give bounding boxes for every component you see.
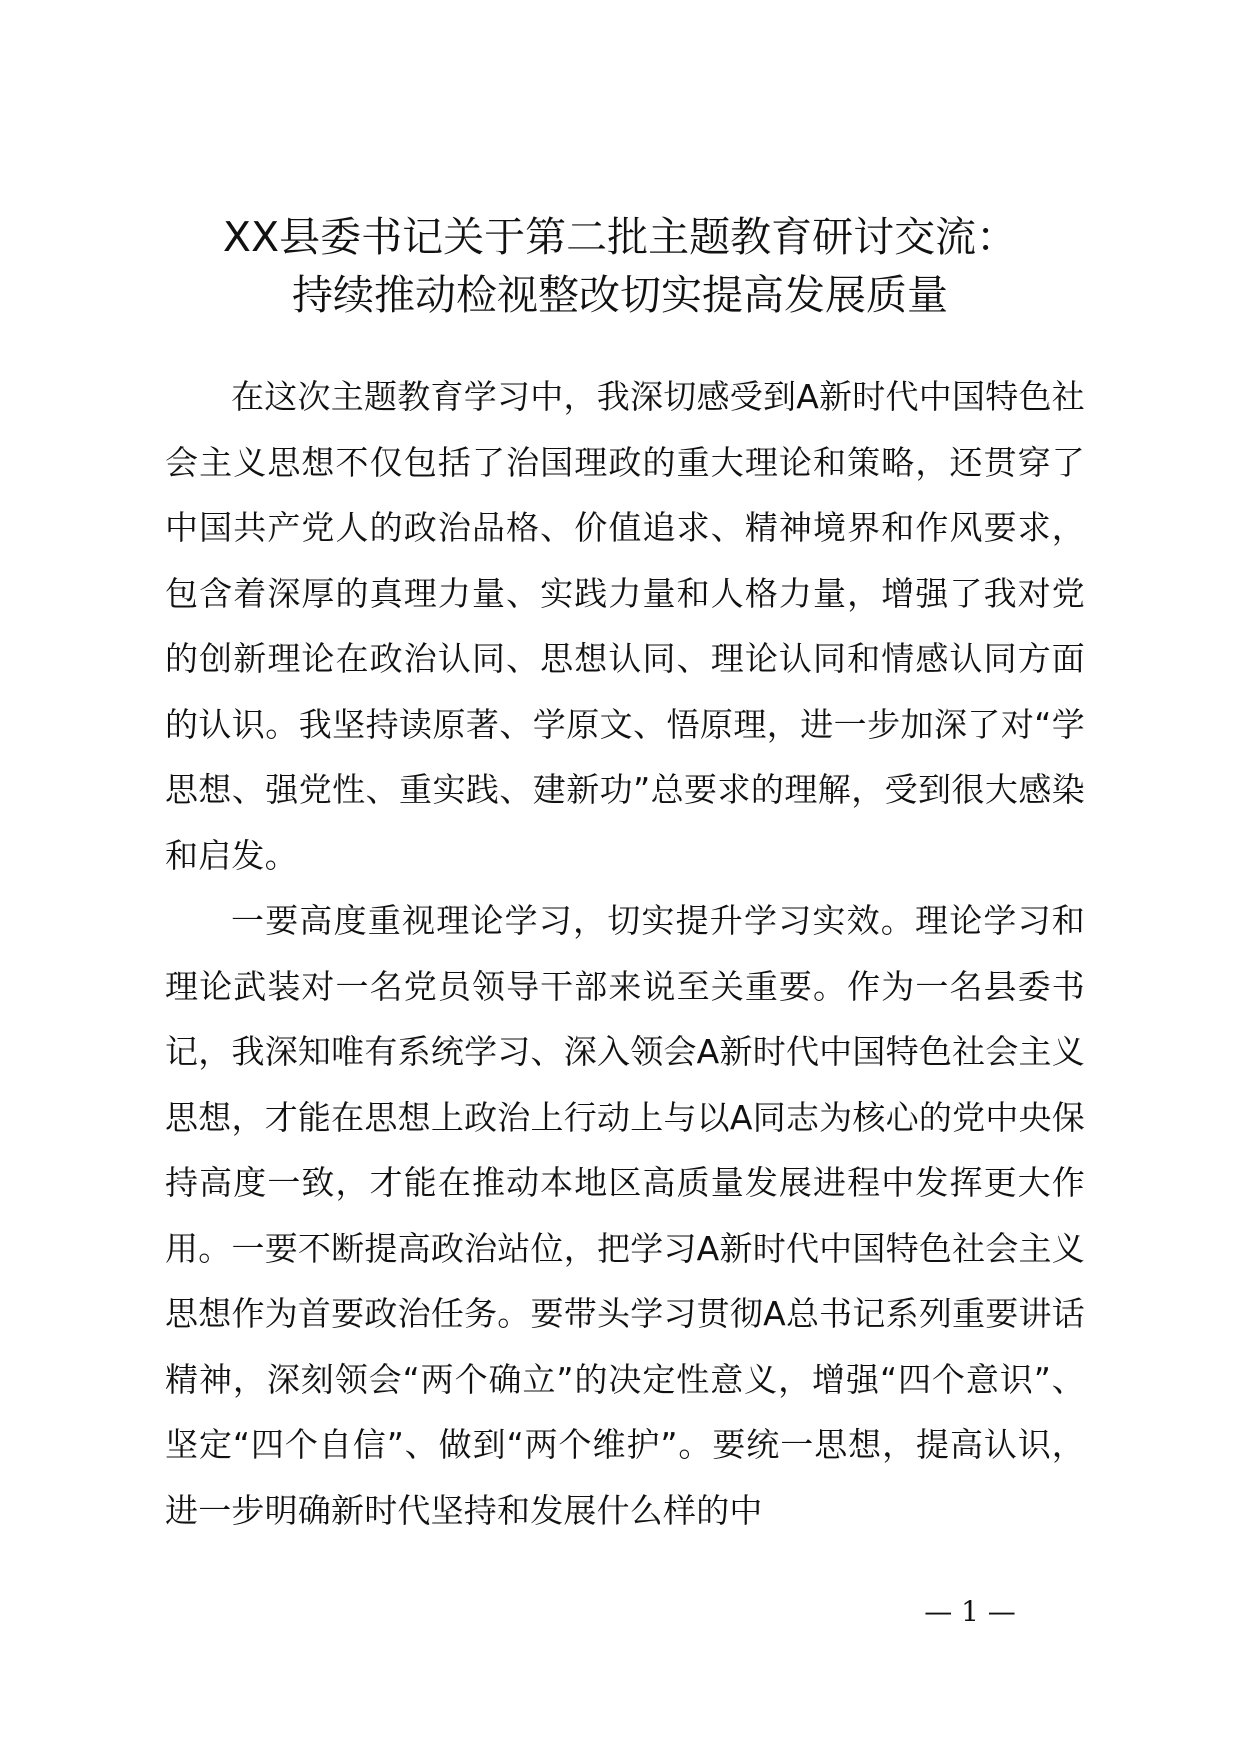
paragraph-2: 一要高度重视理论学习，切实提升学习实效。理论学习和理论武装对一名党员领导干部来说至关重要。作为一名县委书记，我深知唯有系统学习、深入领会A新时代中国特色社会主义思想，才能在思想上政治上行动上与以A同志为核心的党中央保持高度一致，才能在推动本地区高质量发展进程中发挥更大作用。一要不断提高政治站位，把学习A新时代中国特色社会主义思想作为首要政治任务。要带头学习贯彻A总书记系列重要讲话精神，深刻领会“两个确立”的决定性意义，增强“四个意识”、坚定“四个自信”、做到“两个维护”。要统一思想，提高认识，进一步明确新时代坚持和发展什么样的中 — [165, 901, 1085, 1530]
document-body — [165, 364, 1085, 1543]
page-number: — 1 — — [924, 1595, 1016, 1628]
title-line-2: 持续推动检视整改切实提高发展质量 — [292, 271, 948, 319]
title-line-1: XX县委书记关于第二批主题教育研讨交流： — [222, 213, 1018, 261]
document-title — [140, 208, 1100, 324]
paragraph-1: 在这次主题教育学习中，我深切感受到A新时代中国特色社会主义思想不仅包括了治国理政的重大理论和策略，还贯穿了中国共产党人的政治品格、价值追求、精神境界和作风要求，包含着深厚的真理力量、实践力量和人格力量，增强了我对党的创新理论在政治认同、思想认同、理论认同和情感认同方面的认识。我坚持读原著、学原文、悟原理，进一步加深了对“学思想、强党性、重实践、建新功”总要求的理解，受到很大感染和启发。 — [165, 377, 1085, 875]
